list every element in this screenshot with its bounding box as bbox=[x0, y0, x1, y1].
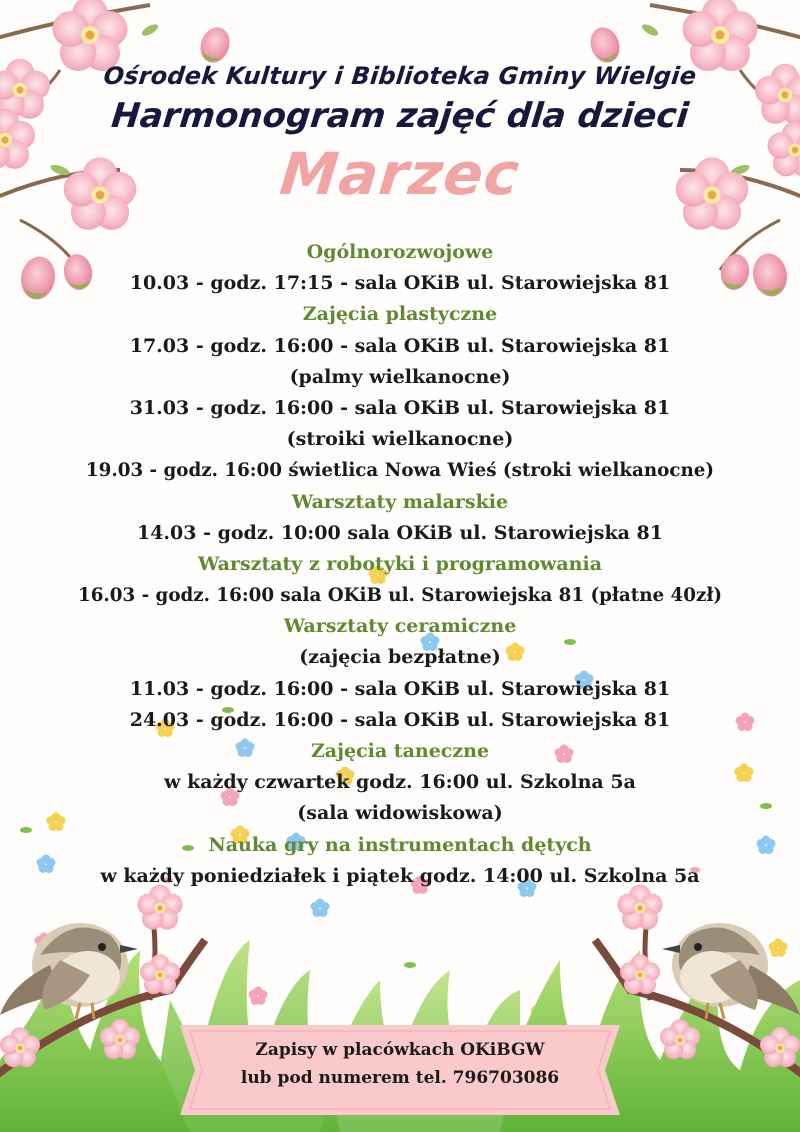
poster-title: Harmonogram zajęć dla dzieci bbox=[109, 96, 691, 136]
category-heading: Ogólnorozwojowe bbox=[306, 241, 494, 263]
signup-line-1: Zapisy w placówkach OKiBGW bbox=[255, 1040, 545, 1060]
schedule-entry: 19.03 - godz. 16:00 świetlica Nowa Wieś (stroki wielkanocne) bbox=[85, 460, 715, 482]
schedule-entry: 16.03 - godz. 16:00 sala OKiB ul. Starowiejska 81 (płatne 40zł) bbox=[77, 585, 723, 607]
schedule-entry: 17.03 - godz. 16:00 - sala OKiB ul. Starowiejska 81 bbox=[129, 334, 671, 357]
schedule-entry: 24.03 - godz. 16:00 - sala OKiB ul. Starowiejska 81 bbox=[129, 708, 671, 731]
category-heading: Warsztaty ceramiczne bbox=[283, 615, 517, 638]
schedule-entry: 10.03 - godz. 17:15 - sala OKiB ul. Starowiejska 81 bbox=[129, 272, 671, 295]
category-heading: Warsztaty malarskie bbox=[291, 490, 509, 513]
header bbox=[0, 62, 800, 208]
signup-line-2: lub pod numerem tel. 796703086 bbox=[240, 1068, 560, 1088]
schedule-entry: (sala widowiskowa) bbox=[297, 802, 503, 825]
schedule-entry: (zajęcia bezpłatne) bbox=[299, 646, 501, 669]
schedule-entry: w każdy poniedziałek i piątek godz. 14:00 ul. Szkolna 5a bbox=[100, 864, 700, 887]
category-heading: Zajęcia plastyczne bbox=[302, 303, 498, 326]
category-heading: Warsztaty z robotyki i programowania bbox=[197, 552, 603, 575]
footer-text bbox=[180, 1036, 620, 1092]
schedule-list bbox=[40, 237, 760, 892]
organization-name: Ośrodek Kultury i Biblioteka Gminy Wielgie bbox=[102, 62, 698, 90]
schedule-entry: w każdy czwartek godz. 16:00 ul. Szkolna 5a bbox=[164, 771, 636, 794]
category-heading: Zajęcia taneczne bbox=[310, 740, 490, 762]
schedule-entry: (stroiki wielkanocne) bbox=[286, 428, 514, 451]
schedule-entry: 11.03 - godz. 16:00 - sala OKiB ul. Starowiejska 81 bbox=[129, 677, 671, 700]
schedule-entry: 31.03 - godz. 16:00 - sala OKiB ul. Starowiejska 81 bbox=[129, 396, 671, 419]
month-title: Marzec bbox=[276, 140, 524, 208]
schedule-entry: (palmy wielkanocne) bbox=[289, 365, 511, 388]
category-heading: Nauka gry na instrumentach dętych bbox=[208, 833, 592, 856]
schedule-entry: 14.03 - godz. 10:00 sala OKiB ul. Starowiejska 81 bbox=[136, 521, 663, 544]
